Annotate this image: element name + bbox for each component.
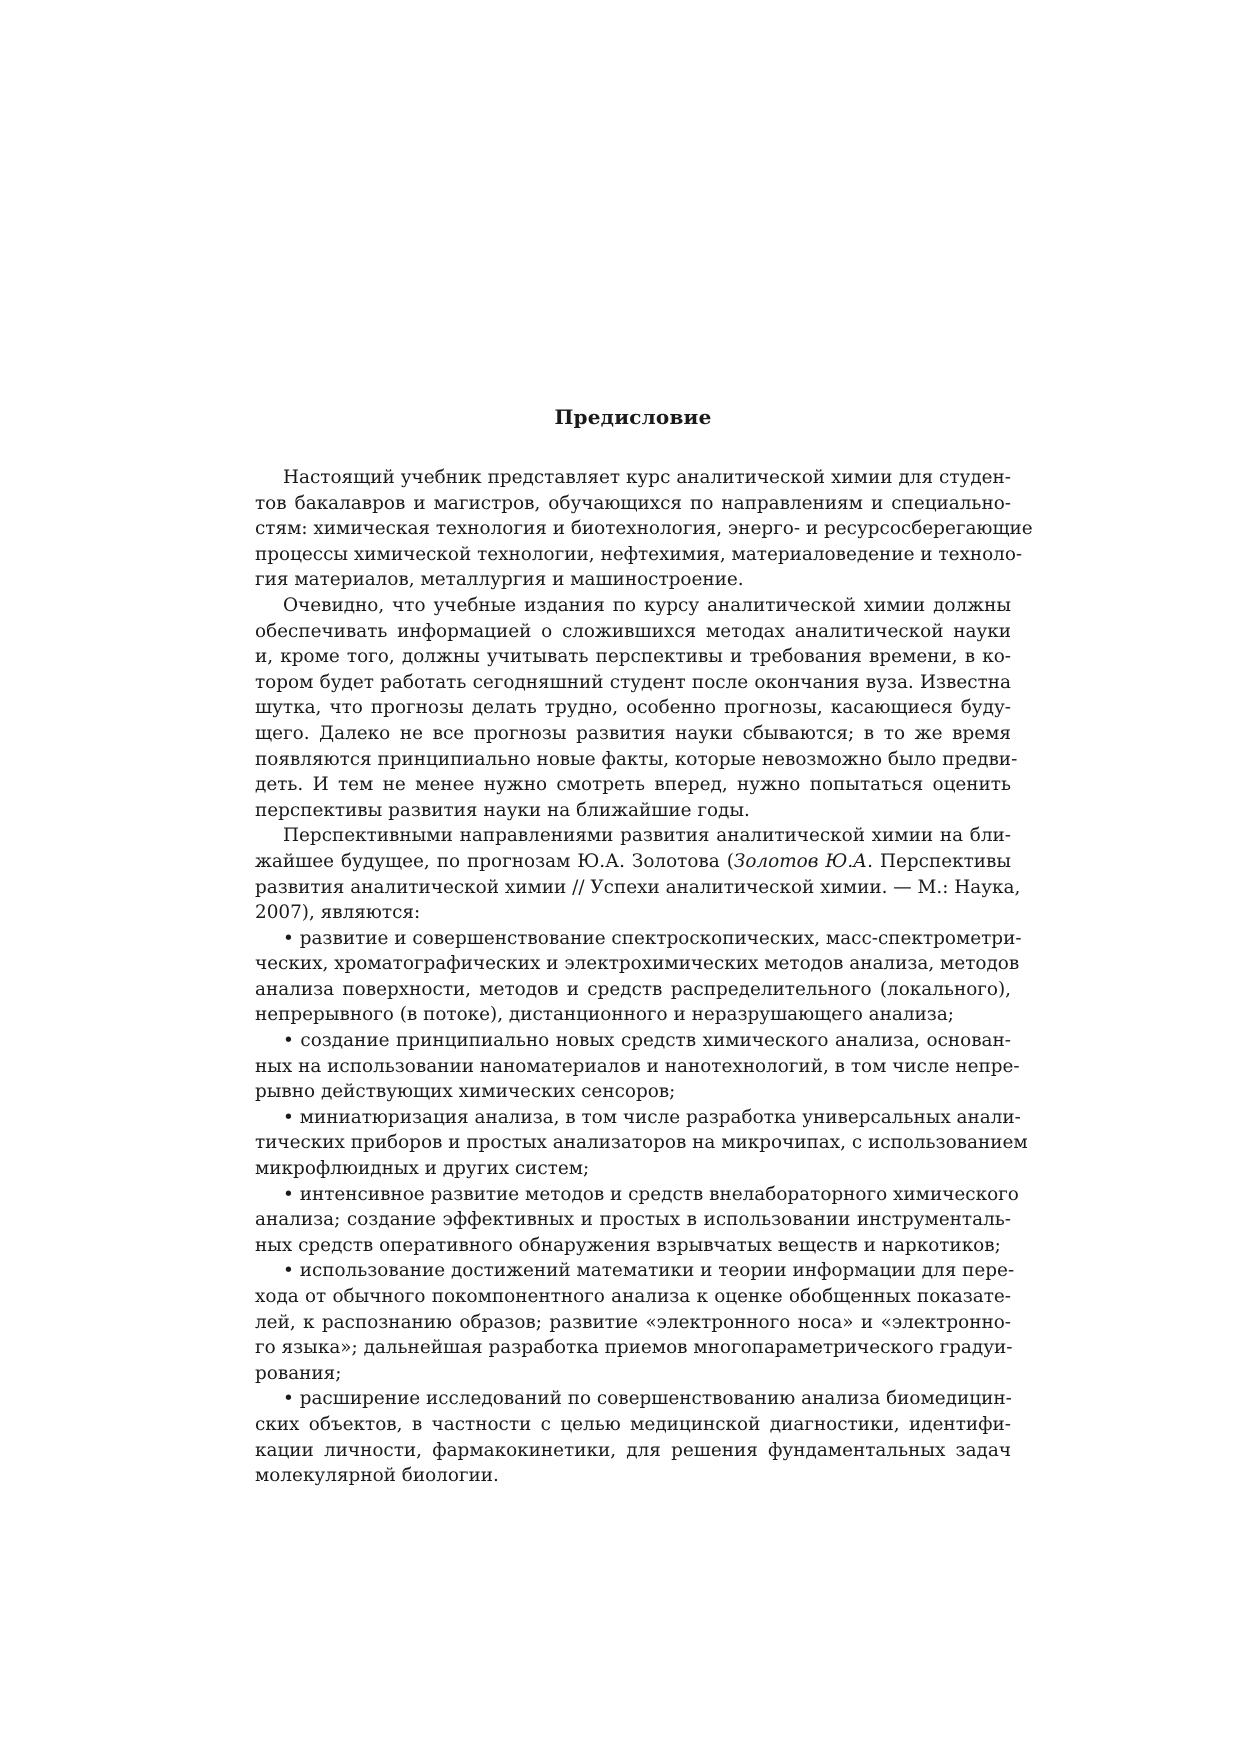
text-line: кации личности, фармакокинетики, для решения фундаментальных задач	[255, 1439, 1011, 1461]
paragraph	[255, 1386, 1011, 1488]
paragraph	[255, 1182, 1019, 1259]
text-line: микрофлюидных и других систем;	[255, 1158, 590, 1180]
text-line: • расширение исследований по совершенствованию анализа биомедицин-	[283, 1388, 1012, 1410]
text-line: го языка»; дальнейшая разработка приемов многопараметрического градуи-	[255, 1337, 1013, 1359]
text-line: ных средств оперативного обнаружения взрывчатых веществ и наркотиков;	[255, 1234, 1001, 1256]
text-line: появляются принципиально новые факты, которые невозможно было предви-	[255, 748, 1018, 770]
text-line: • создание принципиально новых средств химического анализа, основан-	[283, 1030, 1011, 1052]
text-line: жайшее будущее, по прогнозам Ю.А. Золотова (Золотов Ю.А. Перспективы	[255, 850, 1011, 872]
text-line: процессы химической технологии, нефтехимия, материаловедение и техноло-	[255, 543, 1023, 565]
text-line: тором будет работать сегодняшний студент после окончания вуза. Известна	[255, 671, 1011, 693]
text-line: ских объектов, в частности с целью медицинской диагностики, идентифи-	[255, 1413, 1011, 1435]
paragraph	[255, 823, 1021, 925]
text-line: шутка, что прогнозы делать трудно, особенно прогнозы, касающиеся буду-	[255, 697, 1011, 719]
text-line: щего. Далеко не все прогнозы развития науки сбываются; в то же время	[255, 722, 1011, 744]
text-line: анализа поверхности, методов и средств распределительного (локального),	[255, 978, 1011, 1000]
text-line: непрерывного (в потоке), дистанционного и неразрушающего анализа;	[255, 1004, 954, 1026]
text-line: • развитие и совершенствование спектроскопических, масс-спектрометри-	[283, 927, 1022, 949]
text-line: • интенсивное развитие методов и средств внелабораторного химического	[283, 1183, 1019, 1205]
page-title: Предисловие	[554, 405, 712, 429]
text-line: Очевидно, что учебные издания по курсу аналитической химии должны	[283, 594, 1011, 616]
paragraph	[255, 926, 1022, 1028]
italic-citation: Золотов Ю.А	[733, 850, 868, 872]
text-line: • использование достижений математики и теории информации для пере-	[283, 1260, 1015, 1282]
text-line: стям: химическая технология и биотехнология, энерго- и ресурсосберегающие	[255, 518, 1033, 540]
text-line: перспективы развития науки на ближайшие годы.	[255, 799, 750, 821]
text-line: ческих, хроматографических и электрохимических методов анализа, методов	[255, 953, 1020, 975]
paragraph	[255, 1028, 1020, 1105]
text-line: тических приборов и простых анализаторов на микрочипах, с использованием	[255, 1132, 1028, 1154]
text-line: рывно действующих химических сенсоров;	[255, 1081, 676, 1103]
text-line: тов бакалавров и магистров, обучающихся по направлениям и специально-	[255, 492, 1011, 514]
text-line: и, кроме того, должны учитывать перспективы и требования времени, в ко-	[255, 646, 1011, 668]
text-line: деть. И тем не менее нужно смотреть вперед, нужно попытаться оценить	[255, 774, 1011, 796]
text-line: обеспечивать информацией о сложившихся методах аналитической науки	[255, 620, 1011, 642]
text-line: ных на использовании наноматериалов и нанотехнологий, в том числе непре-	[255, 1055, 1020, 1077]
paragraph	[255, 1258, 1015, 1386]
paragraph	[255, 465, 1033, 593]
text-line: Перспективными направлениями развития аналитической химии на бли-	[283, 825, 1011, 847]
text-line: Настоящий учебник представляет курс аналитической химии для студен-	[283, 467, 1011, 488]
text-line: анализа; создание эффективных и простых в использовании инструменталь-	[255, 1209, 1011, 1231]
paragraph	[255, 593, 1018, 823]
text-line: молекулярной биологии.	[255, 1465, 499, 1487]
text-line: • миниатюризация анализа, в том числе разработка универсальных анали-	[283, 1106, 1021, 1128]
text-line: 2007), являются:	[255, 902, 421, 924]
body-text	[255, 465, 1033, 1489]
text-line: рования;	[255, 1362, 342, 1384]
text-line: лей, к распознанию образов; развитие «электронного носа» и «электронно-	[255, 1311, 1011, 1333]
text-line: хода от обычного покомпонентного анализа к оценке обобщенных показате-	[255, 1286, 1011, 1307]
text-line: развития аналитической химии // Успехи аналитической химии. — М.: Наука,	[255, 876, 1021, 898]
paragraph	[255, 1105, 1028, 1182]
text-line: гия материалов, металлургия и машиностроение.	[255, 569, 744, 591]
document-page	[255, 405, 1033, 1489]
